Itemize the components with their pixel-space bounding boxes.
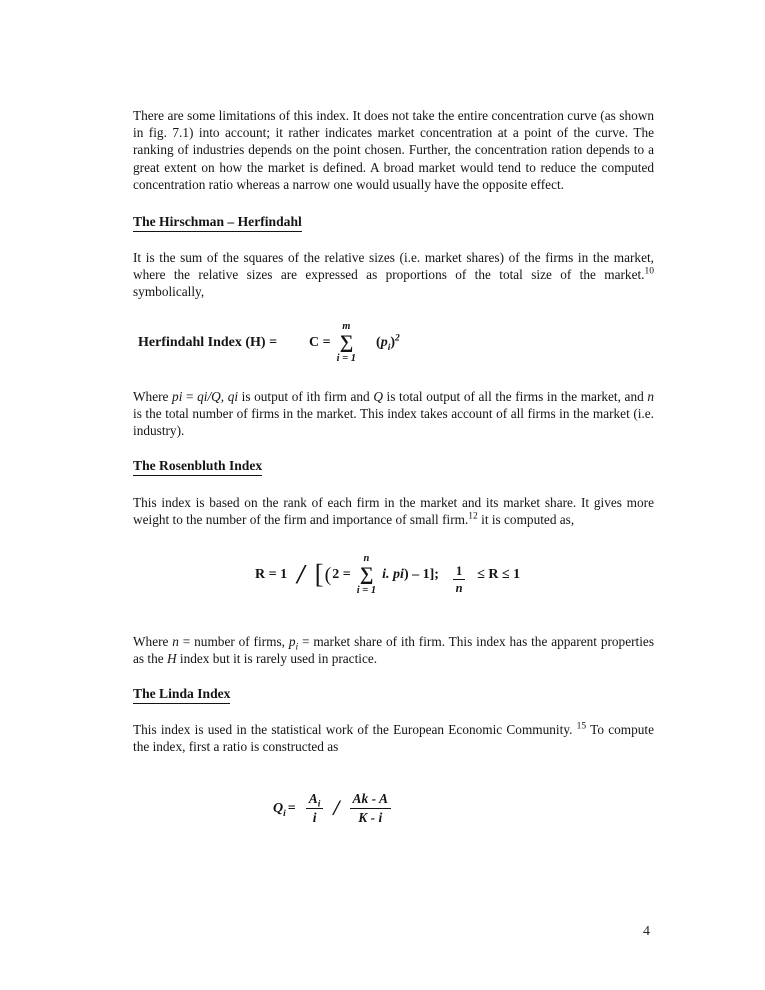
page-content <box>133 107 654 831</box>
open-bracket: [ <box>314 559 324 590</box>
var-A-subscript: i <box>317 800 321 811</box>
rosenbluth-description <box>133 494 654 528</box>
footnote-ref-10: 10 <box>644 266 654 277</box>
linda-description <box>133 721 654 755</box>
var-pi: pi <box>172 388 183 404</box>
where-text: is total output of all the firms in the market, and <box>382 388 648 404</box>
where-text: = number of firms, <box>178 633 289 649</box>
summation-upper-limit: n <box>363 553 370 565</box>
linda-lhs <box>273 800 286 819</box>
var-H: H <box>166 650 177 666</box>
rosenbluth-close: ) – 1]; <box>403 566 439 582</box>
summation-lower-limit: i = 1 <box>356 584 377 596</box>
page-number: 4 <box>643 924 650 939</box>
linda-desc-tail: To compute the index, first a ratio is constructed as <box>133 722 654 755</box>
var-p-subscript: i <box>295 642 299 653</box>
sigma-glyph: ∑ <box>339 331 354 353</box>
where-text: = <box>182 388 198 404</box>
intro-paragraph: There are some limitations of this index. It does not take the entire concentration curve (as shown in fig. 7.1) into account; it rather indicates market concentration at a point of the curve. The ranking of industries depends on the point chosen. Further, the concentration ration depends to a great extent on how the market is defined. A broad market would tend to reduce the computed concentration ratio whereas a narrow one would usually have the opposite effect. <box>133 108 654 192</box>
summation-symbol <box>357 552 376 596</box>
term-open-paren: ( <box>376 334 381 350</box>
where-text: is output of ith firm and <box>238 388 374 404</box>
footnote-ref-12: 12 <box>468 512 478 523</box>
term-p-subscript: i <box>387 342 391 353</box>
hirschman-heading-text: The Hirschman – Herfindahl <box>133 213 302 232</box>
fraction-numerator: 1 <box>453 564 465 580</box>
herfindahl-lhs: C = <box>309 334 331 350</box>
fraction-denominator: K - i <box>358 809 383 825</box>
var-Q-subscript: i <box>283 808 286 819</box>
hirschman-heading <box>133 213 654 232</box>
fraction-denominator: i <box>312 809 317 825</box>
footnote-ref-15: 15 <box>576 721 587 732</box>
var-qi: qi <box>227 388 239 404</box>
linda-heading <box>133 685 654 704</box>
linda-heading-text: The Linda Index <box>133 685 230 704</box>
where-text: is the total number of firms in the market. This index takes account of all firms in the market (i.e. industry). <box>133 405 654 439</box>
where-text: index but it is rarely used in practice. <box>176 650 378 666</box>
herfindahl-term <box>376 333 400 353</box>
where-text: Where <box>133 388 173 404</box>
rosenbluth-term: i. pi <box>382 566 404 582</box>
hirschman-where-paragraph <box>133 388 654 440</box>
rosenbluth-heading <box>133 457 654 476</box>
one-over-n-fraction <box>453 564 465 596</box>
hirschman-desc-text: It is the sum of the squares of the relative sizes (i.e. market shares) of the firms in the market, where the relative sizes are expressed as proportions of the total size of the market. <box>133 250 654 283</box>
var-n: n <box>172 633 179 649</box>
term-exponent: 2 <box>395 333 400 344</box>
var-p: p <box>288 633 296 649</box>
term-p: p <box>380 334 388 350</box>
var-Q: Q <box>373 388 383 404</box>
division-slash: / <box>297 559 305 590</box>
summation-upper-limit: m <box>342 321 351 333</box>
var-qiQ: qi/Q, <box>197 388 225 404</box>
ai-over-i-fraction <box>306 791 324 825</box>
hirschman-desc-tail: symbolically, <box>133 284 205 300</box>
open-paren: ( <box>324 563 332 586</box>
sigma-glyph: ∑ <box>359 563 374 585</box>
rosenbluth-heading-text: The Rosenbluth Index <box>133 457 262 476</box>
rosenbluth-range: ≤ R ≤ 1 <box>477 566 521 582</box>
term-close-paren: ) <box>390 334 396 350</box>
where-text: = market share of ith firm. This index has the apparent properties as the <box>133 633 654 666</box>
rosenbluth-desc-tail: it is computed as, <box>477 512 575 528</box>
division-slash: / <box>333 795 340 821</box>
ak-minus-a-fraction <box>350 791 392 825</box>
var-Q: Q <box>273 800 284 816</box>
hirschman-description <box>133 249 654 301</box>
herfindahl-formula <box>133 315 654 371</box>
summation-symbol <box>337 320 356 364</box>
rosenbluth-formula <box>133 545 654 605</box>
herfindahl-formula-label: Herfindahl Index (H) = <box>138 334 278 350</box>
var-n: n <box>647 388 655 404</box>
rosenbluth-desc-text: This index is based on the rank of each firm in the market and its market share. It gives more weight to the number of the firm and importance of small firm. <box>133 495 654 528</box>
rosenbluth-where-paragraph <box>133 633 654 667</box>
var-A: A <box>308 791 318 807</box>
linda-desc-text: This index is used in the statistical work of the European Economic Community. <box>133 722 577 738</box>
equals-sign: = <box>287 800 296 816</box>
rosenbluth-two: 2 = <box>332 566 351 582</box>
linda-formula <box>133 785 654 831</box>
rosenbluth-lhs: R = 1 <box>255 566 288 582</box>
fraction-numerator: Ak - A <box>350 791 392 809</box>
summation-lower-limit: i = 1 <box>336 352 357 364</box>
fraction-denominator: n <box>455 581 463 596</box>
fraction-numerator <box>306 791 324 809</box>
where-text: Where <box>133 633 173 649</box>
